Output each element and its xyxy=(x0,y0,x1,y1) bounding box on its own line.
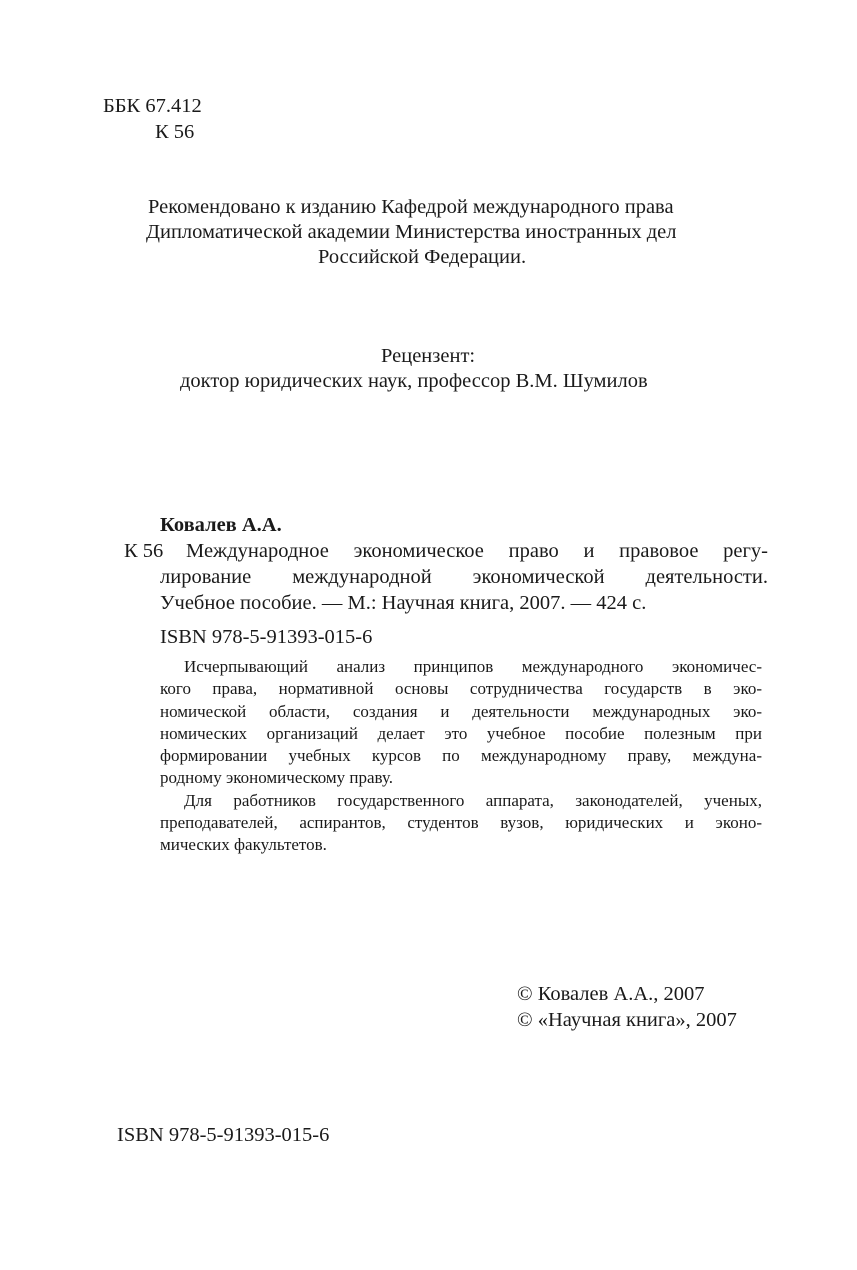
author-mark: К 56 xyxy=(155,121,195,143)
annotation-line: Исчерпывающий анализ принципов международного экономичес- xyxy=(184,657,762,676)
annotation-line: кого права, нормативной основы сотрудничества государств в эко- xyxy=(160,679,762,699)
recommendation-line: Рекомендовано к изданию Кафедрой международного права xyxy=(148,196,674,218)
reviewer-label: Рецензент: xyxy=(381,345,476,367)
copyright-line: © «Научная книга», 2007 xyxy=(517,1009,737,1031)
annotation-line: номических организаций делает это учебное пособие полезным при xyxy=(160,723,762,743)
bib-line: Международное экономическое право и правовое регу- xyxy=(186,540,768,562)
annotation-line: Для работников государственного аппарата, законодателей, ученых, xyxy=(184,790,762,810)
bib-line: Учебное пособие. — М.: Научная книга, 2007. — 424 с. xyxy=(160,592,647,614)
recommendation-line: Дипломатической академии Министерства иностранных дел xyxy=(146,221,677,243)
annotation-line: родному экономическому праву. xyxy=(160,768,394,788)
bib-isbn: ISBN 978-5-91393-015-6 xyxy=(160,626,373,648)
recommendation-line: Российской Федерации. xyxy=(318,246,527,268)
footer-isbn: ISBN 978-5-91393-015-6 xyxy=(117,1124,330,1146)
bib-line: лирование международной экономической деятельности. xyxy=(160,566,768,588)
reviewer-name: доктор юридических наук, профессор В.М. Шумилов xyxy=(180,370,648,392)
bbk-index: ББК 67.412 xyxy=(103,95,202,117)
annotation-line: номической области, создания и деятельности международных эко- xyxy=(160,701,762,721)
annotation xyxy=(160,656,762,857)
bib-author: Ковалев А.А. xyxy=(160,514,282,536)
annotation-line: преподавателей, аспирантов, студентов вузов, юридических и эконо- xyxy=(160,813,762,833)
annotation-line: формировании учебных курсов по международному праву, междуна- xyxy=(160,746,762,766)
copyright-line: © Ковалев А.А., 2007 xyxy=(517,983,705,1005)
annotation-line: мических факультетов. xyxy=(160,835,327,855)
bib-code: К 56 xyxy=(124,540,164,562)
